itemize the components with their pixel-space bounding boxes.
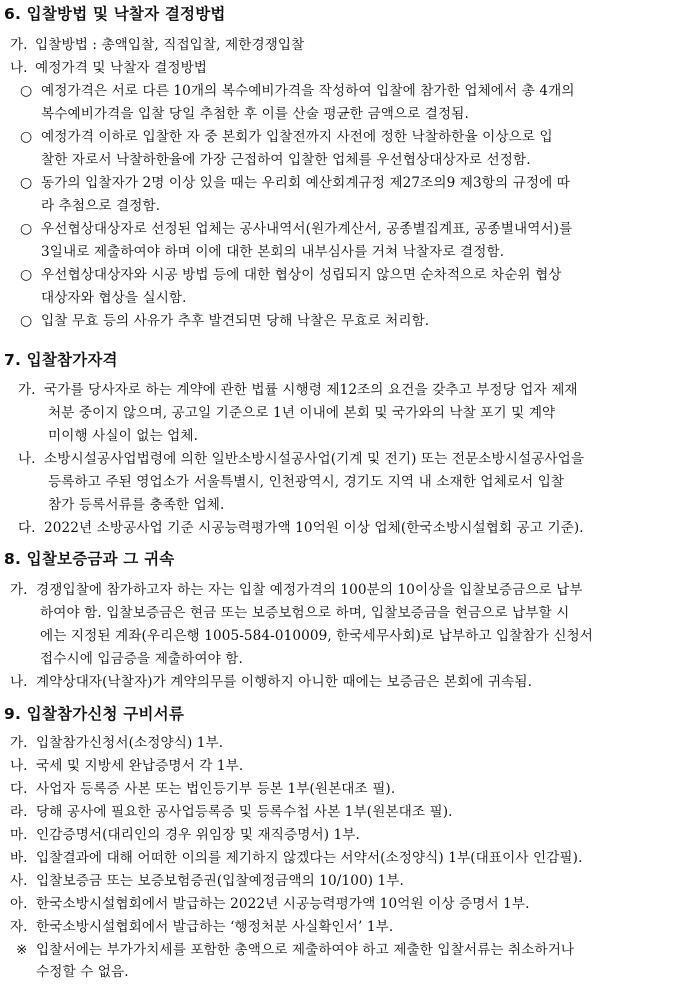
section-6-title: 6. 입찰방법 및 낙찰자 결정방법 bbox=[4, 5, 226, 23]
s8-ga-line-1: 경쟁입찰에 참가하고자 하는 자는 입찰 예정가격의 100분의 10이상을 입찰보증금으로 납부 bbox=[36, 582, 583, 598]
s9-marker-ba: 바. bbox=[10, 850, 28, 866]
s6-bullet-1-line-2: 복수예비가격을 입찰 당일 추첨한 후 이를 산술 평균한 금액으로 결정됨. bbox=[41, 106, 469, 122]
s6-bullet-1-line-1: 예정가격은 서로 다른 10개의 복수예비가격을 작성하여 입찰에 참가한 업체에서 총 4개의 bbox=[41, 83, 575, 99]
s9-item-a: 한국소방시설협회에서 발급하는 2022년 시공능력평가액 10억원 이상 증명서 1부. bbox=[36, 896, 530, 912]
s9-marker-a: 아. bbox=[10, 896, 28, 912]
s7-da-line-1: 2022년 소방공사업 기준 시공능력평가액 10억원 이상 업체(한국소방시설협회 공고 기준). bbox=[44, 520, 584, 536]
bullet-circle-icon: ○ bbox=[20, 83, 33, 99]
bullet-circle-icon: ○ bbox=[20, 175, 33, 191]
s6-bullet-4-line-1: 우선협상대상자로 선정된 업체는 공사내역서(원가계산서, 공종별집계표, 공종별내역서)를 bbox=[41, 221, 573, 237]
s8-marker-ga: 가. bbox=[10, 582, 28, 598]
s9-note-line-2: 수정할 수 없음. bbox=[36, 964, 129, 980]
s6-bidding-method: 입찰방법 : 총액입찰, 직접입찰, 제한경쟁입찰 bbox=[35, 37, 305, 53]
s8-marker-na: 나. bbox=[10, 674, 28, 690]
bullet-circle-icon: ○ bbox=[20, 221, 33, 237]
s8-ga-line-2: 하여야 함. 입찰보증금은 현금 또는 보증보험으로 하며, 입찰보증금을 현금으로 납부할 시 bbox=[40, 605, 570, 621]
s9-marker-sa: 사. bbox=[10, 873, 28, 889]
s9-marker-na: 나. bbox=[10, 758, 28, 774]
s9-item-da: 사업자 등록증 사본 또는 법인등기부 등본 1부(원본대조 필). bbox=[36, 781, 396, 797]
bullet-circle-icon: ○ bbox=[20, 313, 33, 329]
s6-bullet-3-line-2: 라 추첨으로 결정함. bbox=[41, 198, 161, 214]
s7-ga-line-2: 처분 중이지 않으며, 공고일 기준으로 1년 이내에 본회 및 국가와의 낙찰 포기 및 계약 bbox=[48, 405, 556, 421]
s6-marker-ga: 가. bbox=[10, 37, 28, 53]
s6-bullet-6-line-1: 입찰 무효 등의 사유가 추후 발견되면 당해 낙찰은 무효로 처리함. bbox=[41, 313, 430, 329]
s9-item-ga: 입찰참가신청서(소정양식) 1부. bbox=[36, 735, 224, 751]
s6-marker-na: 나. bbox=[10, 60, 28, 76]
s7-marker-na: 나. bbox=[18, 451, 36, 467]
s9-item-sa: 입찰보증금 또는 보증보험증권(입찰예정금액의 10/100) 1부. bbox=[36, 873, 404, 889]
s8-ga-line-3: 에는 지정된 계좌(우리은행 1005-584-010009, 한국세무사회)로 납부하고 입찰참가 신청서 bbox=[40, 628, 594, 644]
section-8-title: 8. 입찰보증금과 그 귀속 bbox=[4, 550, 175, 568]
s6-bullet-4-line-2: 3일내로 제출하여야 하며 이에 대한 본회의 내부심사를 거쳐 낙찰자로 결정함. bbox=[41, 244, 505, 260]
bullet-circle-icon: ○ bbox=[20, 267, 33, 283]
s9-marker-ma: 마. bbox=[10, 827, 28, 843]
s7-ga-line-1: 국가를 당사자로 하는 계약에 관한 법률 시행령 제12조의 요건을 갖추고 부정당 업자 제재 bbox=[44, 382, 578, 398]
section-7-title: 7. 입찰참가자격 bbox=[4, 351, 118, 369]
s9-marker-ja: 자. bbox=[10, 919, 28, 935]
s9-note-line-1: 입찰서에는 부가가치세를 포함한 총액으로 제출하여야 하고 제출한 입찰서류는 취소하거나 bbox=[36, 942, 575, 958]
s7-marker-ga: 가. bbox=[18, 382, 36, 398]
s9-marker-ra: 라. bbox=[10, 804, 28, 820]
s8-na-line-1: 계약상대자(낙찰자)가 계약의무를 이행하지 아니한 때에는 보증금은 본회에 귀속됨. bbox=[36, 674, 533, 690]
s9-item-ma: 인감증명서(대리인의 경우 위임장 및 재직증명서) 1부. bbox=[36, 827, 360, 843]
bullet-circle-icon: ○ bbox=[20, 129, 33, 145]
s9-item-ra: 당해 공사에 필요한 공사업등록증 및 등록수첩 사본 1부(원본대조 필). bbox=[36, 804, 453, 820]
s6-bullet-5-line-1: 우선협상대상자와 시공 방법 등에 대한 협상이 성립되지 않으면 순차적으로 차순위 협상 bbox=[41, 267, 562, 283]
s6-bullet-2-line-2: 찰한 자로서 낙찰하한율에 가장 근접하여 입찰한 업체를 우선협상대상자로 선정함. bbox=[41, 152, 531, 168]
s9-item-ba: 입찰결과에 대해 어떠한 이의를 제기하지 않겠다는 서약서(소정양식) 1부(대표이사 인감필). bbox=[36, 850, 583, 866]
s9-item-na: 국세 및 지방세 완납증명서 각 1부. bbox=[36, 758, 244, 774]
s6-price-method-heading: 예정가격 및 낙찰자 결정방법 bbox=[35, 60, 208, 76]
s9-marker-da: 다. bbox=[10, 781, 28, 797]
s6-bullet-5-line-2: 대상자와 협상을 실시함. bbox=[41, 290, 187, 306]
s7-ga-line-3: 미이행 사실이 없는 업체. bbox=[48, 428, 198, 444]
s9-marker-ga: 가. bbox=[10, 735, 28, 751]
s6-bullet-3-line-1: 동가의 입찰자가 2명 이상 있을 때는 우리회 예산회계규정 제27조의9 제3항의 규정에 따 bbox=[41, 175, 571, 191]
s7-na-line-1: 소방시설공사업법령에 의한 일반소방시설공사업(기계 및 전기) 또는 전문소방시설공사업을 bbox=[44, 451, 585, 467]
s9-item-ja: 한국소방시설협회에서 발급하는 ‘행정처분 사실확인서’ 1부. bbox=[36, 919, 394, 935]
s7-na-line-3: 참가 등록서류를 충족한 업체. bbox=[48, 497, 225, 513]
note-reference-mark-icon: ※ bbox=[16, 942, 28, 958]
s6-bullet-2-line-1: 예정가격 이하로 입찰한 자 중 본회가 입찰전까지 사전에 정한 낙찰하한율 이상으로 입 bbox=[41, 129, 553, 145]
s7-na-line-2: 등록하고 주된 영업소가 서울특별시, 인천광역시, 경기도 지역 내 소재한 업체로서 입찰 bbox=[48, 474, 565, 490]
section-9-title: 9. 입찰참가신청 구비서류 bbox=[4, 705, 184, 723]
s8-ga-line-4: 접수시에 입금증을 제출하여야 함. bbox=[40, 651, 243, 667]
s7-marker-da: 다. bbox=[18, 520, 36, 536]
